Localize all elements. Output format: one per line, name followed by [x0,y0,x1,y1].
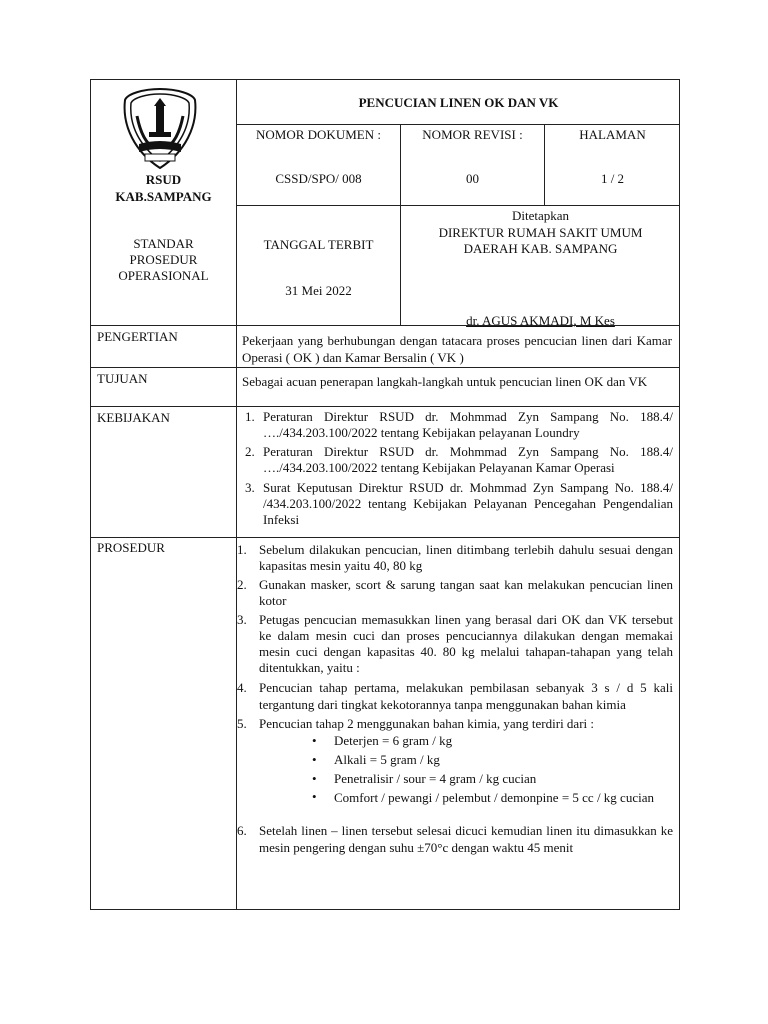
direktur-line1: DIREKTUR RUMAH SAKIT UMUM [438,225,643,240]
east-java-crest-icon [119,86,201,172]
org-name-line2: KAB.SAMPANG [115,189,212,204]
nomor-revisi-label: NOMOR REVISI : [422,127,523,142]
direktur-line2: DAERAH KAB. SAMPANG [463,241,618,256]
tanggal-terbit-label: TANGGAL TERBIT [263,237,374,252]
prosedur-label: PROSEDUR [97,540,165,555]
kebijakan-list [241,409,673,528]
nomor-dokumen-label: NOMOR DOKUMEN : [256,127,381,142]
prosedur-item: 3. Petugas pencucian memasukkan linen yang berasal dari OK dan VK tersebut ke dalam mesin cuci dan proses pencuciannya dilakukan dengan memakai mesin cuci dengan kapasitas 40. 80 kg melalui tahapan-tahapan yang telah ditentukkan, yaitu : [237,612,673,675]
spo-document-table [90,79,680,910]
bahan-kimia-item: • Alkali = 5 gram / kg [312,752,440,767]
kebijakan-item: 1. Peraturan Direktur RSUD dr. Mohmmad Zyn Sampang No. 188.4/ …./434.203.100/2022 tentang Kebijakan pelayanan Loundry [245,409,673,440]
spo-line3: OPERASIONAL [118,268,209,283]
bahan-kimia-item: • Penetralisir / sour = 4 gram / kg cucian [312,771,537,786]
pengertian-label: PENGERTIAN [97,329,178,344]
document-title: PENCUCIAN LINEN OK DAN VK [358,95,559,110]
prosedur-item: 2. Gunakan masker, scort & sarung tangan saat kan melakukan pencucian linen kotor [237,577,673,608]
prosedur-list-cont [235,822,673,856]
prosedur-item: 5. Pencucian tahap 2 menggunakan bahan kimia, yang terdiri dari : [237,716,594,731]
bahan-kimia-list [310,731,673,806]
prosedur-list [235,542,673,732]
tanggal-terbit-value: 31 Mei 2022 [285,283,352,298]
spo-line1: STANDAR [133,236,194,251]
tujuan-label: TUJUAN [97,371,148,386]
kebijakan-label: KEBIJAKAN [97,410,170,425]
nomor-revisi-value: 00 [466,171,479,186]
halaman-label: HALAMAN [579,127,646,142]
bahan-kimia-item: • Comfort / pewangi / pelembut / demonpine = 5 cc / kg cucian [312,789,654,805]
kebijakan-item: 3. Surat Keputusan Direktur RSUD dr. Mohmmad Zyn Sampang No. 188.4/ /434.203.100/2022 tentang Kebijakan Pelayanan Pencegahan Pengendalian Infeksi [245,480,673,527]
prosedur-item: 1. Sebelum dilakukan pencucian, linen ditimbang terlebih dahulu sesuai dengan kapasitas mesin yaitu 40, 80 kg [237,542,673,573]
pengertian-text: Pekerjaan yang berhubungan dengan tatacara proses pencucian linen dari Kamar Operasi ( OK ) dan Kamar Bersalin ( VK ) [242,333,672,365]
signatory-name: dr. AGUS AKMADI, M Kes [466,313,615,328]
nomor-dokumen-value: CSSD/SPO/ 008 [275,171,362,186]
prosedur-item: 6. Setelah linen – linen tersebut selesai dicuci kemudian linen itu dimasukkan ke mesin pengering dengan suhu ±70°c dengan waktu 45 menit [237,823,673,855]
bahan-kimia-item: • Deterjen = 6 gram / kg [312,733,453,748]
org-name-line1: RSUD [145,172,182,187]
spo-line2: PROSEDUR [129,252,198,267]
ditetapkan-label: Ditetapkan [511,208,570,223]
prosedur-item: 4. Pencucian tahap pertama, melakukan pembilasan sebanyak 3 s / d 5 kali tergantung dari tingkat kekotorannya tanpa menggunakan bahan kimia [237,680,673,712]
halaman-value: 1 / 2 [600,171,625,186]
kebijakan-item: 2. Peraturan Direktur RSUD dr. Mohmmad Zyn Sampang No. 188.4/ …./434.203.100/2022 tentang Kebijakan Pelayanan Kamar Operasi [245,444,673,475]
tujuan-text: Sebagai acuan penerapan langkah-langkah untuk pencucian linen OK dan VK [242,374,648,389]
